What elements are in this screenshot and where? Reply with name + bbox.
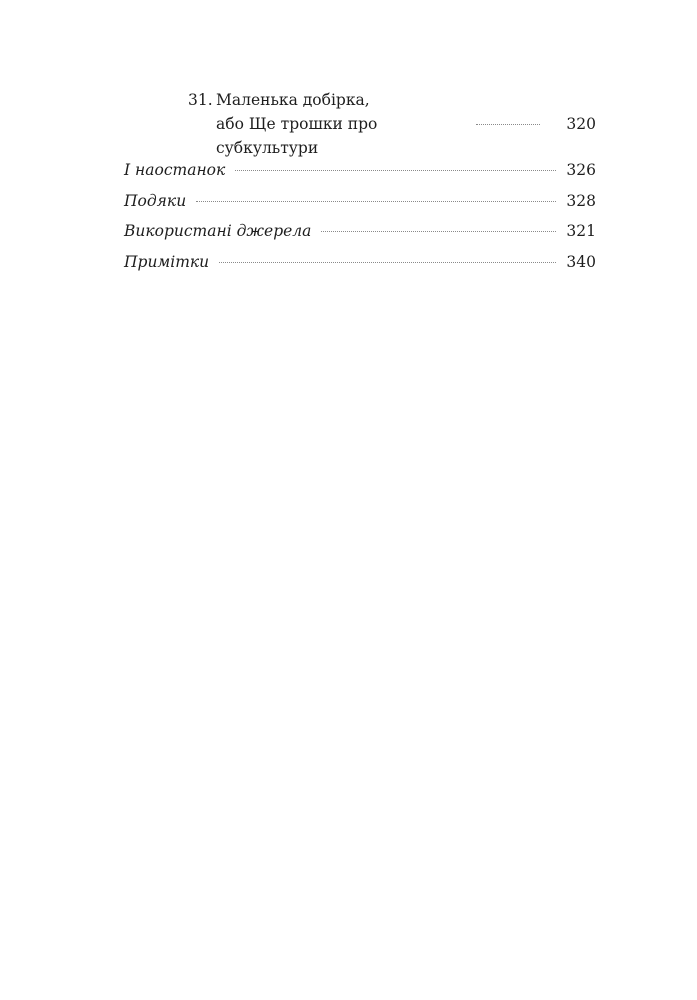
chapter-title-second-line: або Ще трошки про субкультури [216,115,378,157]
toc-entry-page: 328 [566,191,596,210]
toc-entry-epilogue [124,161,596,192]
toc-entry-title: Примітки [124,252,210,271]
toc-entry-notes [124,253,596,284]
toc-entry-title: Використані джерела [124,222,312,240]
dot-leader [321,231,556,232]
dot-leader [476,124,540,125]
toc-entry-page: 340 [566,252,596,271]
toc-backmatter-list [124,161,596,283]
dot-leader [235,170,556,171]
toc-entry-page: 321 [566,222,596,240]
toc-entry-acknowledgements [124,192,596,223]
chapter-title-line-1 [188,88,596,112]
toc-entry-page: 326 [566,161,596,179]
toc-entry-title: І наостанок [124,161,226,179]
dot-leader [196,201,556,202]
dot-leader [219,262,556,263]
toc-entry-title: Подяки [124,191,187,210]
chapter-title-first-line: Маленька добірка, [216,91,370,109]
toc-chapter-entry [188,88,596,160]
toc-entry-sources [124,222,596,253]
chapter-number: 31. [188,91,213,109]
chapter-title-line-2 [188,112,596,160]
chapter-page-number: 320 [566,115,596,133]
